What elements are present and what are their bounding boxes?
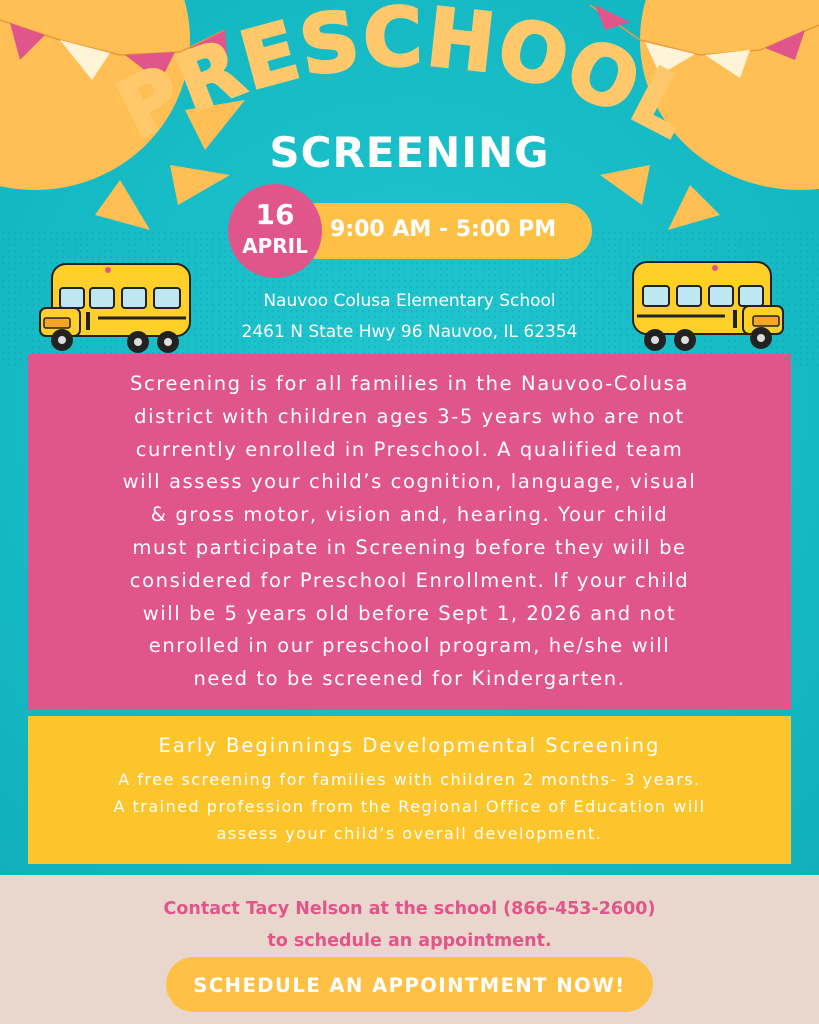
info-line: considered for Preschool Enrollment. If your child bbox=[129, 568, 690, 592]
date-badge bbox=[228, 184, 322, 278]
info-line: & gross motor, vision and, hearing. Your child bbox=[150, 503, 669, 527]
contact-line: Contact Tacy Nelson at the school (866-453-2600) bbox=[163, 899, 656, 919]
school-bus-icon bbox=[38, 260, 193, 355]
page-title: PRESCHOOL bbox=[103, 0, 708, 157]
eb-line: A free screening for families with children 2 months- 3 years. bbox=[118, 770, 701, 789]
contact-info bbox=[0, 893, 819, 957]
school-bus-icon bbox=[630, 258, 785, 353]
info-line: Screening is for all families in the Nauvoo-Colusa bbox=[130, 372, 689, 395]
info-line: enrolled in our preschool program, he/she will bbox=[148, 634, 671, 658]
info-line: need to be screened for Kindergarten. bbox=[193, 667, 626, 691]
info-line: currently enrolled in Preschool. A qualified team bbox=[135, 437, 684, 461]
info-line: will be 5 years old before Sept 1, 2026 and not bbox=[142, 601, 677, 625]
page-subtitle: SCREENING bbox=[269, 128, 550, 177]
school-name: Nauvoo Colusa Elementary School bbox=[263, 291, 556, 311]
schedule-appointment-button[interactable]: SCHEDULE AN APPOINTMENT NOW! bbox=[166, 957, 653, 1012]
early-beginnings-text bbox=[32, 766, 787, 847]
screening-info-text bbox=[68, 368, 751, 696]
event-time: 9:00 AM - 5:00 PM bbox=[330, 217, 557, 242]
event-month: APRIL bbox=[242, 234, 308, 258]
footer bbox=[0, 875, 819, 1024]
eb-line: assess your child’s overall development. bbox=[216, 824, 603, 843]
screening-info-panel bbox=[28, 354, 791, 710]
early-beginnings-panel bbox=[28, 716, 791, 864]
info-line: must participate in Screening before they will be bbox=[132, 535, 687, 559]
contact-line: to schedule an appointment. bbox=[267, 931, 552, 951]
early-beginnings-heading: Early Beginnings Developmental Screening bbox=[158, 734, 661, 757]
event-day: 16 bbox=[255, 198, 295, 231]
info-line: district with children ages 3-5 years who are not bbox=[134, 404, 685, 428]
eb-line: A trained profession from the Regional Office of Education will bbox=[113, 797, 706, 816]
school-address: 2461 N State Hwy 96 Nauvoo, IL 62354 bbox=[241, 322, 578, 342]
time-badge bbox=[290, 203, 592, 259]
info-line: will assess your child’s cognition, language, visual bbox=[122, 470, 697, 494]
